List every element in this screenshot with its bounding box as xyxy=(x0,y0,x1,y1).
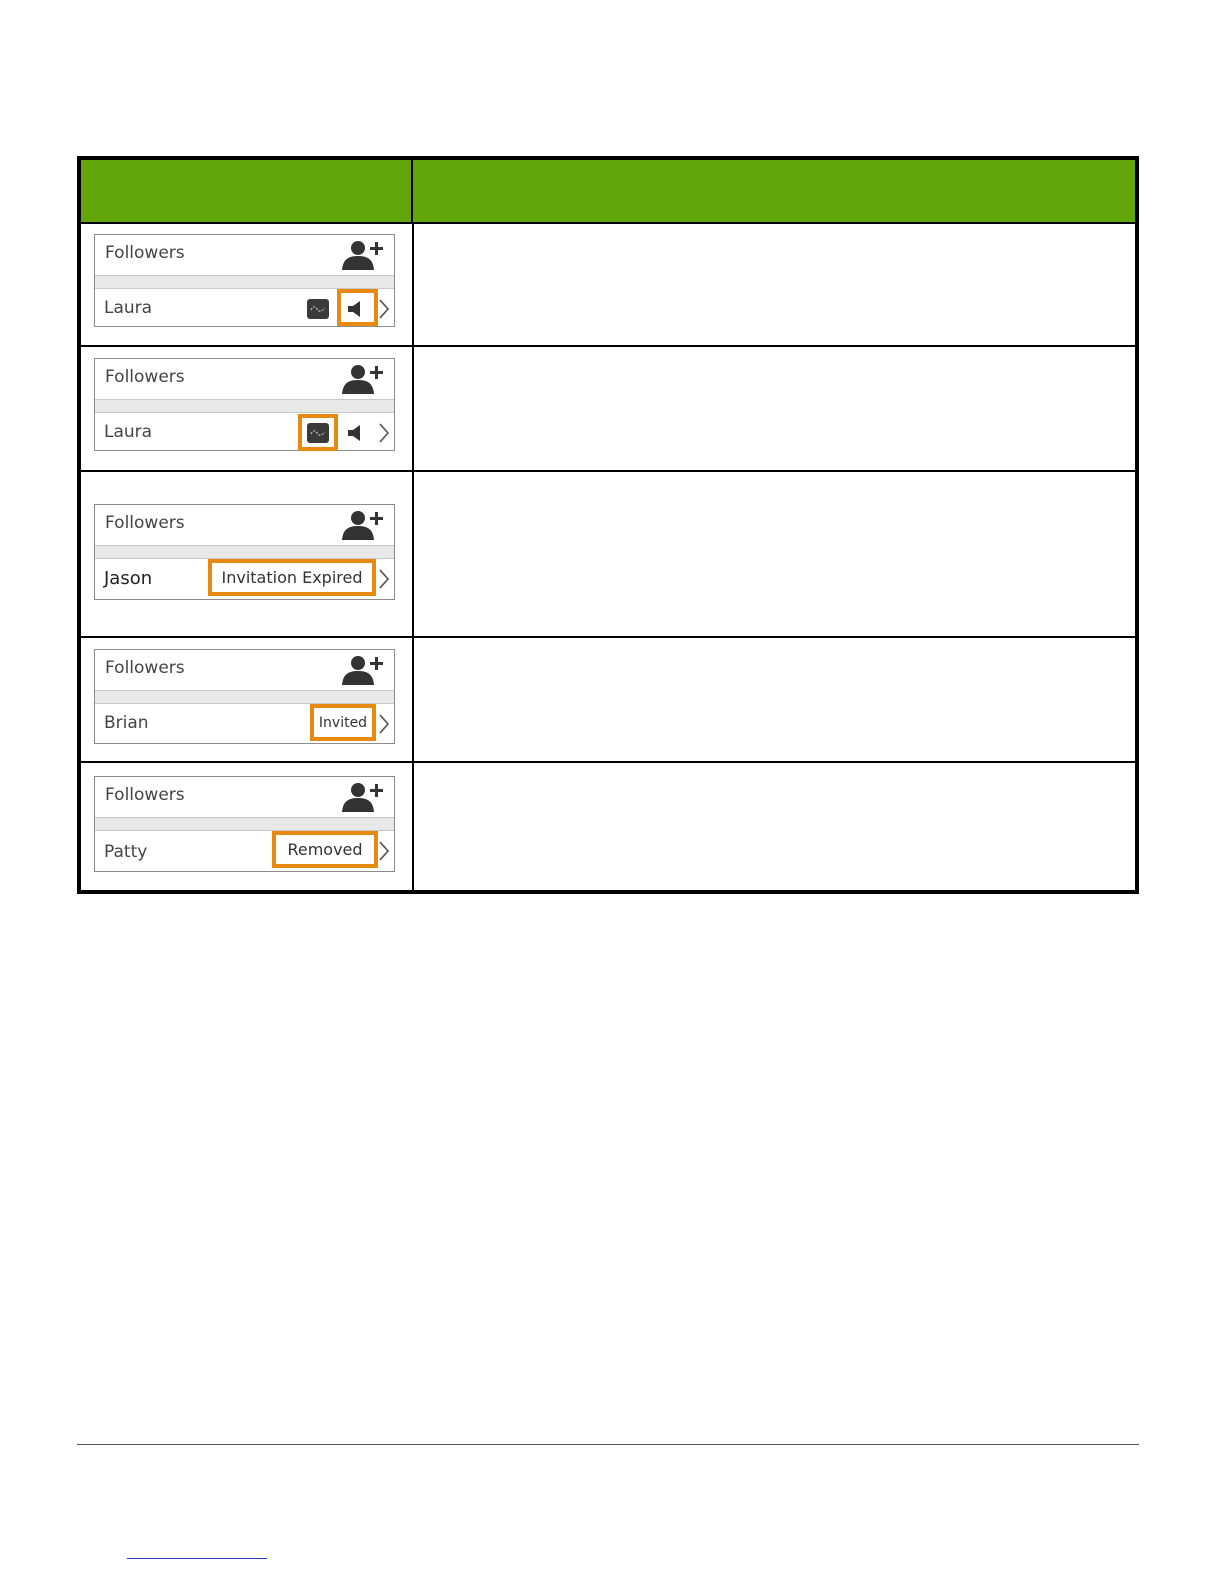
video-icon[interactable] xyxy=(307,299,329,319)
followers-screenshot xyxy=(94,776,395,872)
table-row xyxy=(81,222,1135,347)
follower-name: Laura xyxy=(104,298,153,318)
followers-screenshot xyxy=(94,358,395,451)
followers-header xyxy=(95,235,394,276)
followers-screenshot xyxy=(94,649,395,744)
followers-status-table xyxy=(77,156,1139,894)
follower-name: Patty xyxy=(104,842,148,862)
table-row xyxy=(81,638,1135,763)
followers-title: Followers xyxy=(105,367,185,387)
add-follower-icon[interactable] xyxy=(340,363,384,395)
followers-header xyxy=(95,777,394,818)
add-follower-icon[interactable] xyxy=(340,239,384,271)
followers-header xyxy=(95,650,394,691)
add-follower-icon[interactable] xyxy=(340,654,384,686)
follower-name: Laura xyxy=(104,422,153,442)
chevron-right-icon[interactable] xyxy=(378,422,390,444)
section-divider xyxy=(95,546,394,559)
follower-row[interactable] xyxy=(95,559,394,597)
footer-rule xyxy=(77,1444,1139,1445)
status-badge: Removed xyxy=(272,831,378,868)
follower-row[interactable] xyxy=(95,413,394,451)
speaker-icon[interactable] xyxy=(345,422,367,444)
followers-header xyxy=(95,359,394,400)
followers-title: Followers xyxy=(105,513,185,533)
follower-name: Brian xyxy=(104,713,149,733)
follower-row[interactable] xyxy=(95,289,394,327)
section-divider xyxy=(95,691,394,704)
table-row xyxy=(81,347,1135,472)
status-badge: Invitation Expired xyxy=(208,559,376,596)
add-follower-icon[interactable] xyxy=(340,781,384,813)
footer-link[interactable] xyxy=(127,1558,267,1559)
followers-title: Followers xyxy=(105,658,185,678)
table-header xyxy=(81,160,1135,224)
chevron-right-icon[interactable] xyxy=(378,713,390,735)
add-follower-icon[interactable] xyxy=(340,509,384,541)
follower-name: Jason xyxy=(104,568,153,589)
followers-title: Followers xyxy=(105,785,185,805)
followers-screenshot xyxy=(94,504,395,600)
followers-title: Followers xyxy=(105,243,185,263)
table-row xyxy=(81,763,1135,890)
speaker-icon[interactable] xyxy=(345,298,367,320)
header-divider xyxy=(411,160,413,222)
section-divider xyxy=(95,400,394,413)
section-divider xyxy=(95,276,394,289)
video-icon[interactable] xyxy=(307,423,329,443)
chevron-right-icon[interactable] xyxy=(378,840,390,862)
section-divider xyxy=(95,818,394,831)
followers-screenshot xyxy=(94,234,395,327)
followers-header xyxy=(95,505,394,546)
chevron-right-icon[interactable] xyxy=(378,568,390,590)
follower-row[interactable] xyxy=(95,704,394,742)
chevron-right-icon[interactable] xyxy=(378,298,390,320)
table-row xyxy=(81,472,1135,638)
status-badge: Invited xyxy=(310,704,376,741)
follower-row[interactable] xyxy=(95,831,394,869)
